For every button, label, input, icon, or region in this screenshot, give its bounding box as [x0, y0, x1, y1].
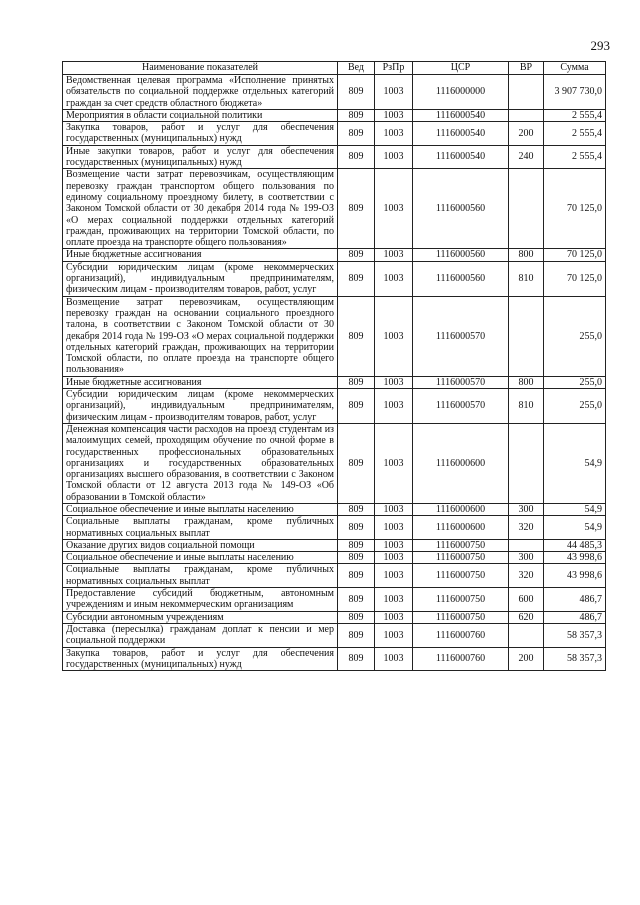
- cell-sum: 255,0: [544, 389, 606, 424]
- cell-sum: 54,9: [544, 516, 606, 540]
- table-row: [63, 516, 606, 540]
- cell-ved: 809: [338, 588, 375, 612]
- cell-ved: 809: [338, 145, 375, 169]
- cell-name: Ведомственная целевая программа «Исполнение принятых обязательств по социальной поддержке отдельных категорий граждан за счет средств областного бюджета»: [63, 75, 338, 110]
- column-header-csr: ЦСР: [413, 62, 509, 75]
- cell-rzpr: 1003: [375, 647, 413, 671]
- cell-ved: 809: [338, 75, 375, 110]
- cell-name: Закупка товаров, работ и услуг для обеспечения государственных (муниципальных) нужд: [63, 647, 338, 671]
- cell-vr: 300: [509, 503, 544, 515]
- column-header-ved: Вед: [338, 62, 375, 75]
- cell-csr: 1116000600: [413, 423, 509, 503]
- cell-sum: 54,9: [544, 503, 606, 515]
- cell-ved: 809: [338, 423, 375, 503]
- cell-ved: 809: [338, 261, 375, 296]
- cell-ved: 809: [338, 647, 375, 671]
- cell-name: Субсидии юридическим лицам (кроме некоммерческих организаций), индивидуальным предпринимателям, физическим лицам - производителям товаров, работ, услуг: [63, 261, 338, 296]
- cell-rzpr: 1003: [375, 552, 413, 564]
- column-header-vr: ВР: [509, 62, 544, 75]
- cell-name: Иные закупки товаров, работ и услуг для обеспечения государственных (муниципальных) нужд: [63, 145, 338, 169]
- cell-name: Субсидии автономным учреждениям: [63, 611, 338, 623]
- cell-rzpr: 1003: [375, 169, 413, 249]
- cell-name: Мероприятия в области социальной политики: [63, 109, 338, 121]
- cell-sum: 54,9: [544, 423, 606, 503]
- cell-ved: 809: [338, 169, 375, 249]
- table-row: [63, 109, 606, 121]
- table-row: [63, 376, 606, 388]
- table-row: [63, 647, 606, 671]
- table-body: [63, 75, 606, 671]
- cell-vr: 800: [509, 376, 544, 388]
- cell-csr: 1116000600: [413, 503, 509, 515]
- cell-rzpr: 1003: [375, 423, 413, 503]
- cell-vr: 240: [509, 145, 544, 169]
- cell-vr: 800: [509, 249, 544, 261]
- table-row: [63, 623, 606, 647]
- cell-sum: 43 998,6: [544, 552, 606, 564]
- cell-sum: 58 357,3: [544, 623, 606, 647]
- column-header-sum: Сумма: [544, 62, 606, 75]
- cell-sum: 70 125,0: [544, 249, 606, 261]
- cell-ved: 809: [338, 623, 375, 647]
- cell-csr: 1116000570: [413, 376, 509, 388]
- cell-vr: 320: [509, 564, 544, 588]
- cell-vr: 300: [509, 552, 544, 564]
- cell-vr: 320: [509, 516, 544, 540]
- cell-rzpr: 1003: [375, 261, 413, 296]
- cell-vr: 200: [509, 122, 544, 146]
- cell-rzpr: 1003: [375, 588, 413, 612]
- cell-ved: 809: [338, 516, 375, 540]
- table-row: [63, 249, 606, 261]
- budget-table: [62, 61, 606, 671]
- cell-sum: 58 357,3: [544, 647, 606, 671]
- cell-csr: 1116000540: [413, 122, 509, 146]
- cell-sum: 2 555,4: [544, 145, 606, 169]
- cell-csr: 1116000750: [413, 611, 509, 623]
- cell-sum: 2 555,4: [544, 109, 606, 121]
- cell-sum: 255,0: [544, 296, 606, 376]
- cell-vr: [509, 109, 544, 121]
- cell-sum: 43 998,6: [544, 564, 606, 588]
- cell-ved: 809: [338, 249, 375, 261]
- cell-rzpr: 1003: [375, 122, 413, 146]
- column-header-rzpr: РзПр: [375, 62, 413, 75]
- cell-csr: 1116000750: [413, 539, 509, 551]
- cell-csr: 1116000760: [413, 647, 509, 671]
- cell-name: Денежная компенсация части расходов на проезд студентам из малоимущих семей, проходящим обучение по очной форме в государственных профессиональных образовательных организациях и государственных образовательных организациях высшего образования, в соответствии с Законом Томской области от 12 августа 2013 года № 149-ОЗ «Об образовании в Томской области»: [63, 423, 338, 503]
- table-header-row: [63, 62, 606, 75]
- cell-sum: 70 125,0: [544, 169, 606, 249]
- cell-vr: [509, 539, 544, 551]
- table-row: [63, 296, 606, 376]
- cell-name: Возмещение части затрат перевозчикам, осуществляющим перевозку граждан транспортом общего пользования по единому социальному проездному билету, в соответствии с Законом Томской области от 30 декабря 2014 года № 199-ОЗ «О мерах социальной поддержки отдельных категорий граждан, проживающих на территории Томской области, по оплате проезда на транспорте общего пользования»: [63, 169, 338, 249]
- cell-ved: 809: [338, 296, 375, 376]
- cell-sum: 44 485,3: [544, 539, 606, 551]
- table-row: [63, 169, 606, 249]
- cell-sum: 486,7: [544, 588, 606, 612]
- cell-ved: 809: [338, 109, 375, 121]
- cell-vr: 810: [509, 261, 544, 296]
- cell-name: Иные бюджетные ассигнования: [63, 249, 338, 261]
- page-number: 293: [590, 38, 610, 53]
- cell-name: Оказание других видов социальной помощи: [63, 539, 338, 551]
- cell-name: Социальные выплаты гражданам, кроме публичных нормативных социальных выплат: [63, 516, 338, 540]
- cell-sum: 2 555,4: [544, 122, 606, 146]
- cell-ved: 809: [338, 552, 375, 564]
- cell-rzpr: 1003: [375, 611, 413, 623]
- cell-csr: 1116000570: [413, 296, 509, 376]
- cell-csr: 1116000560: [413, 261, 509, 296]
- cell-rzpr: 1003: [375, 296, 413, 376]
- cell-ved: 809: [338, 503, 375, 515]
- cell-vr: [509, 623, 544, 647]
- cell-rzpr: 1003: [375, 539, 413, 551]
- cell-vr: 810: [509, 389, 544, 424]
- cell-sum: 255,0: [544, 376, 606, 388]
- cell-rzpr: 1003: [375, 516, 413, 540]
- cell-csr: 1116000600: [413, 516, 509, 540]
- table-row: [63, 389, 606, 424]
- cell-csr: 1116000000: [413, 75, 509, 110]
- cell-name: Социальные выплаты гражданам, кроме публичных нормативных социальных выплат: [63, 564, 338, 588]
- cell-name: Возмещение затрат перевозчикам, осуществляющим перевозку граждан на основании социального проездного талона, в соответствии с Законом Томской области от 30 декабря 2014 года № 199-ОЗ «О мерах социальной поддержки отдельных категорий граждан, проживающих на территории Томской области, по оплате проезда на транспорте общего пользования»: [63, 296, 338, 376]
- table-row: [63, 423, 606, 503]
- table-row: [63, 75, 606, 110]
- cell-name: Доставка (пересылка) гражданам доплат к пенсии и мер социальной поддержки: [63, 623, 338, 647]
- table-row: [63, 552, 606, 564]
- table-row: [63, 611, 606, 623]
- cell-ved: 809: [338, 376, 375, 388]
- cell-ved: 809: [338, 564, 375, 588]
- cell-csr: 1116000560: [413, 249, 509, 261]
- cell-sum: 70 125,0: [544, 261, 606, 296]
- cell-rzpr: 1003: [375, 145, 413, 169]
- table-row: [63, 503, 606, 515]
- cell-name: Закупка товаров, работ и услуг для обеспечения государственных (муниципальных) нужд: [63, 122, 338, 146]
- table-row: [63, 539, 606, 551]
- cell-vr: [509, 75, 544, 110]
- table-row: [63, 145, 606, 169]
- cell-csr: 1116000750: [413, 552, 509, 564]
- cell-csr: 1116000760: [413, 623, 509, 647]
- cell-csr: 1116000570: [413, 389, 509, 424]
- cell-vr: [509, 423, 544, 503]
- cell-ved: 809: [338, 539, 375, 551]
- cell-sum: 3 907 730,0: [544, 75, 606, 110]
- cell-rzpr: 1003: [375, 389, 413, 424]
- cell-rzpr: 1003: [375, 249, 413, 261]
- cell-ved: 809: [338, 389, 375, 424]
- cell-vr: 620: [509, 611, 544, 623]
- cell-vr: 200: [509, 647, 544, 671]
- cell-vr: [509, 296, 544, 376]
- cell-name: Предоставление субсидий бюджетным, автономным учреждениям и иным некоммерческим организациям: [63, 588, 338, 612]
- cell-rzpr: 1003: [375, 623, 413, 647]
- cell-sum: 486,7: [544, 611, 606, 623]
- cell-name: Субсидии юридическим лицам (кроме некоммерческих организаций), индивидуальным предпринимателям, физическим лицам - производителям товаров, работ, услуг: [63, 389, 338, 424]
- cell-rzpr: 1003: [375, 564, 413, 588]
- cell-ved: 809: [338, 122, 375, 146]
- cell-vr: 600: [509, 588, 544, 612]
- cell-csr: 1116000750: [413, 588, 509, 612]
- cell-rzpr: 1003: [375, 503, 413, 515]
- table-row: [63, 588, 606, 612]
- cell-rzpr: 1003: [375, 75, 413, 110]
- cell-rzpr: 1003: [375, 376, 413, 388]
- column-header-name: Наименование показателей: [63, 62, 338, 75]
- cell-ved: 809: [338, 611, 375, 623]
- cell-rzpr: 1003: [375, 109, 413, 121]
- cell-csr: 1116000540: [413, 145, 509, 169]
- table-row: [63, 122, 606, 146]
- cell-csr: 1116000540: [413, 109, 509, 121]
- cell-name: Социальное обеспечение и иные выплаты населению: [63, 503, 338, 515]
- cell-name: Иные бюджетные ассигнования: [63, 376, 338, 388]
- table-row: [63, 261, 606, 296]
- cell-name: Социальное обеспечение и иные выплаты населению: [63, 552, 338, 564]
- cell-csr: 1116000750: [413, 564, 509, 588]
- table-row: [63, 564, 606, 588]
- cell-vr: [509, 169, 544, 249]
- cell-csr: 1116000560: [413, 169, 509, 249]
